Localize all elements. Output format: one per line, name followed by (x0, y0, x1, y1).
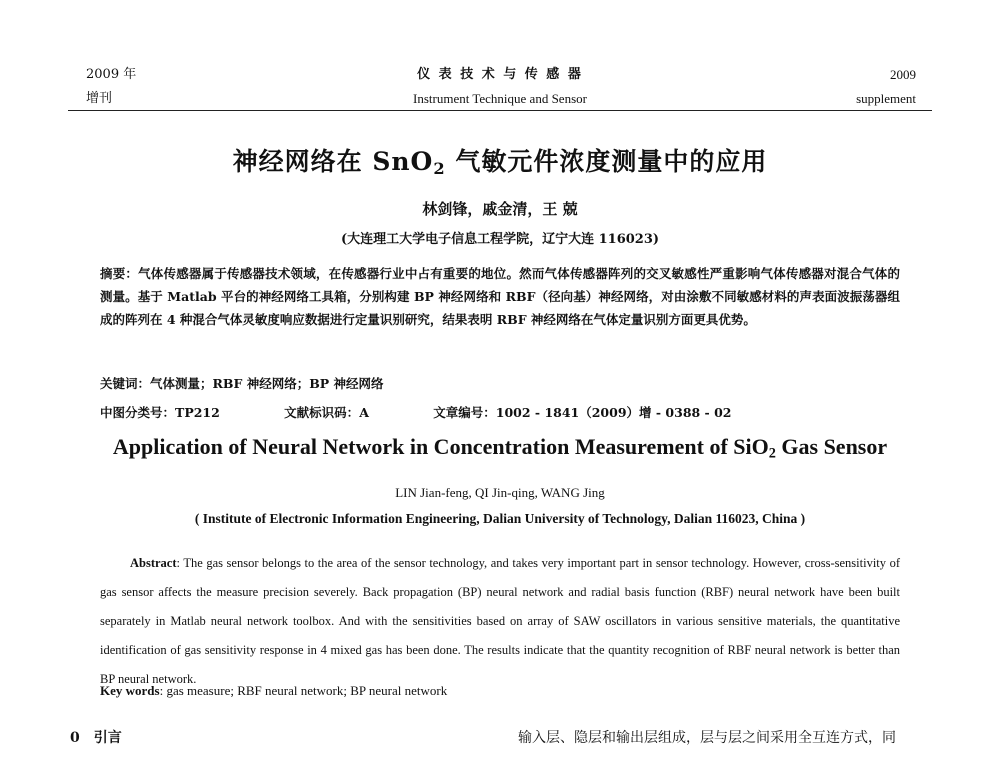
abstract-en (100, 549, 900, 694)
authors-cn: 林剑锋，戚金清，王 兢 (422, 200, 578, 218)
affiliation-en: ( Institute of Electronic Information Engineering, Dalian University of Technology, Dalian 116023, China ) (194, 511, 806, 526)
header-issue-en: supplement (856, 91, 916, 106)
header-year-en: 2009 (890, 67, 916, 82)
journal-title-en: Instrument Technique and Sensor (413, 91, 587, 106)
abstract-label-cn: 摘要： (100, 266, 139, 281)
keywords-cn: 关键词：气体测量；RBF 神经网络；BP 神经网络 (100, 376, 384, 391)
header-rule (68, 110, 932, 111)
classification-line: 中图分类号：TP212 文献标识码：A 文章编号：1002 - 1841（2009）增 - 0388 - 02 (100, 405, 732, 420)
abstract-cn (100, 262, 900, 331)
section-heading: 0 引言 (70, 730, 122, 746)
abstract-text-en: : The gas sensor belongs to the area of the sensor technology, and takes very important part in sensor technology. However, cross-sensitivity of gas sensor affects the measure precision severely. Back propagation (BP) neural network and radial basis function (RBF) neural network have been built separately in Matlab neural network toolbox. And with the sensitivities based on array of SAW oscillators in various sensitive materials, the quantitative identification of gas sensitivity response in 4 mixed gas has been done. The results indicate that the quantity recognition of RBF neural network is better than BP neural network. (100, 556, 900, 686)
right-column-text: 输入层、隐层和输出层组成，层与层之间采用全互连方式，同 (518, 730, 896, 746)
authors-en: LIN Jian-feng, QI Jin-qing, WANG Jing (395, 485, 605, 500)
header-issue-cn: 增刊 (86, 91, 113, 106)
affiliation-cn: (大连理工大学电子信息工程学院，辽宁大连 116023) (340, 232, 660, 247)
header-year-cn: 2009 年 (86, 67, 137, 82)
abstract-text-cn: 气体传感器属于传感器技术领域，在传感器行业中占有重要的地位。然而气体传感器阵列的交叉敏感性严重影响气体传感器对混合气体的测量。基于 Matlab 平台的神经网络工具箱，分别构建 BP 神经网络和 RBF（径向基）神经网络，对由涂敷不同敏感材料的声表面波振荡器组成的阵列在 4 种混合气体灵敏度响应数据进行定量识别研究，结果表明 RBF 神经网络在气体定量识别方面更具优势。 (100, 266, 900, 327)
keywords-en: Key words: gas measure; RBF neural network; BP neural network (100, 683, 448, 698)
abstract-label-en: Abstract (130, 556, 177, 570)
paper-title-cn: 神经网络在 SnO$_2$ 气敏元件浓度测量中的应用 (232, 147, 768, 179)
journal-title-cn: 仪 表 技 术 与 传 感 器 (417, 67, 583, 82)
paper-title-en: Application of Neural Network in Concentration Measurement of SiO$_2$ Gas Sensor (112, 434, 888, 462)
